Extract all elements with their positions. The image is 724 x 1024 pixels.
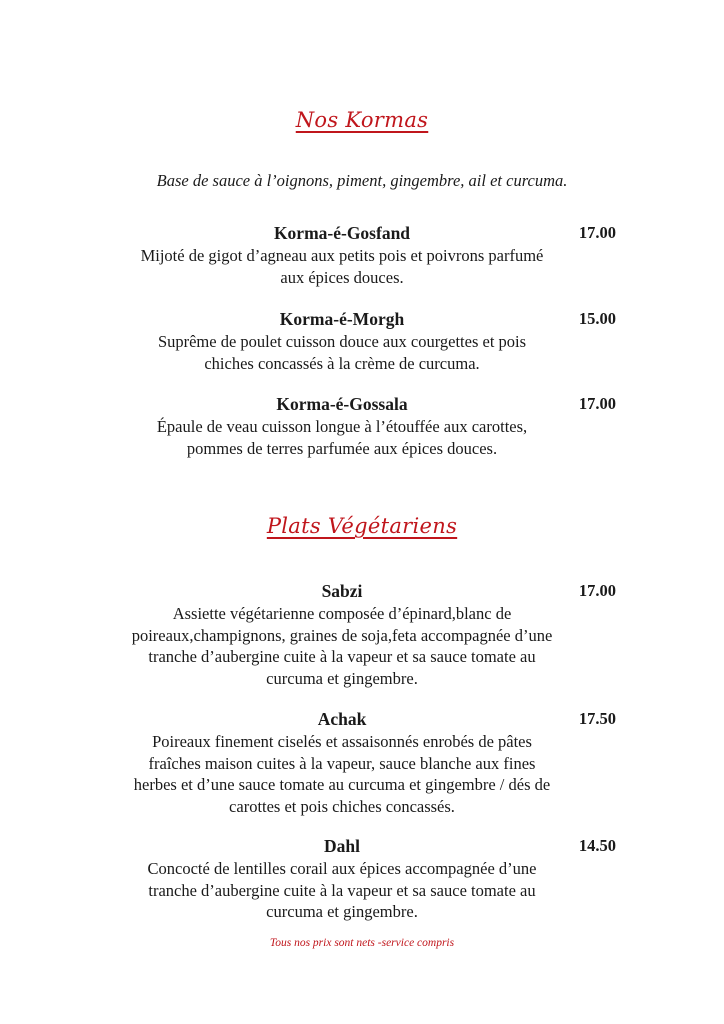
dish-description [0, 245, 684, 288]
dish-description [0, 331, 684, 374]
dish-price: 14.50 [578, 836, 616, 855]
description-line: curcuma et gingembre. [266, 902, 418, 921]
dish-name: Achak [317, 709, 367, 729]
description-line: tranche d’aubergine cuite à la vapeur et sa sauce tomate au [148, 647, 536, 666]
dish-name: Korma-é-Gosfand [273, 223, 411, 243]
dish-description [0, 731, 684, 817]
dish-name: Korma-é-Gossala [276, 394, 408, 414]
dish-name: Korma-é-Morgh [279, 309, 405, 329]
dish-name: Dahl [324, 836, 360, 856]
description-line: poireaux,champignons, graines de soja,feta accompagnée d’une [131, 625, 553, 645]
dish-description [0, 858, 684, 923]
footer-price-note: Tous nos prix sont nets -service compris [269, 937, 455, 949]
description-line: fraîches maison cuites à la vapeur, sauce blanche aux fines [148, 753, 536, 773]
section-title-kormas: Nos Kormas [295, 108, 429, 132]
description-line: Épaule de veau cuisson longue à l’étouffée aux carottes, [156, 417, 528, 436]
description-line: pommes de terres parfumée aux épices douces. [186, 438, 498, 458]
section-title-vegetarian: Plats Végétariens [266, 514, 458, 538]
dish-description [0, 603, 684, 689]
description-line: chiches concassés à la crème de curcuma. [204, 353, 480, 373]
description-line: aux épices douces. [280, 267, 404, 287]
description-line: carottes et pois chiches concassés. [229, 796, 455, 816]
dish-price: 15.00 [578, 309, 616, 328]
description-line: curcuma et gingembre. [266, 668, 418, 688]
dish-name: Sabzi [321, 581, 363, 601]
description-line: Poireaux finement ciselés et assaisonnés enrobés de pâtes [152, 732, 532, 751]
dish-price: 17.00 [578, 394, 616, 413]
description-line: tranche d’aubergine cuite à la vapeur et sa sauce tomate au [148, 880, 536, 900]
dish-description [0, 416, 684, 459]
description-line: Suprême de poulet cuisson douce aux courgettes et pois [157, 332, 527, 351]
description-line: Mijoté de gigot d’agneau aux petits pois et poivrons parfumé [140, 246, 544, 265]
description-line: herbes et d’une sauce tomate au curcuma et gingembre / dés de [133, 775, 551, 794]
section-intro-kormas: Base de sauce à l’oignons, piment, gingembre, ail et curcuma. [156, 171, 568, 190]
dish-price: 17.00 [578, 581, 616, 600]
dish-price: 17.50 [578, 709, 616, 728]
description-line: Concocté de lentilles corail aux épices accompagnée d’une [147, 859, 537, 878]
description-line: Assiette végétarienne composée d’épinard,blanc de [172, 604, 512, 623]
dish-price: 17.00 [578, 223, 616, 242]
